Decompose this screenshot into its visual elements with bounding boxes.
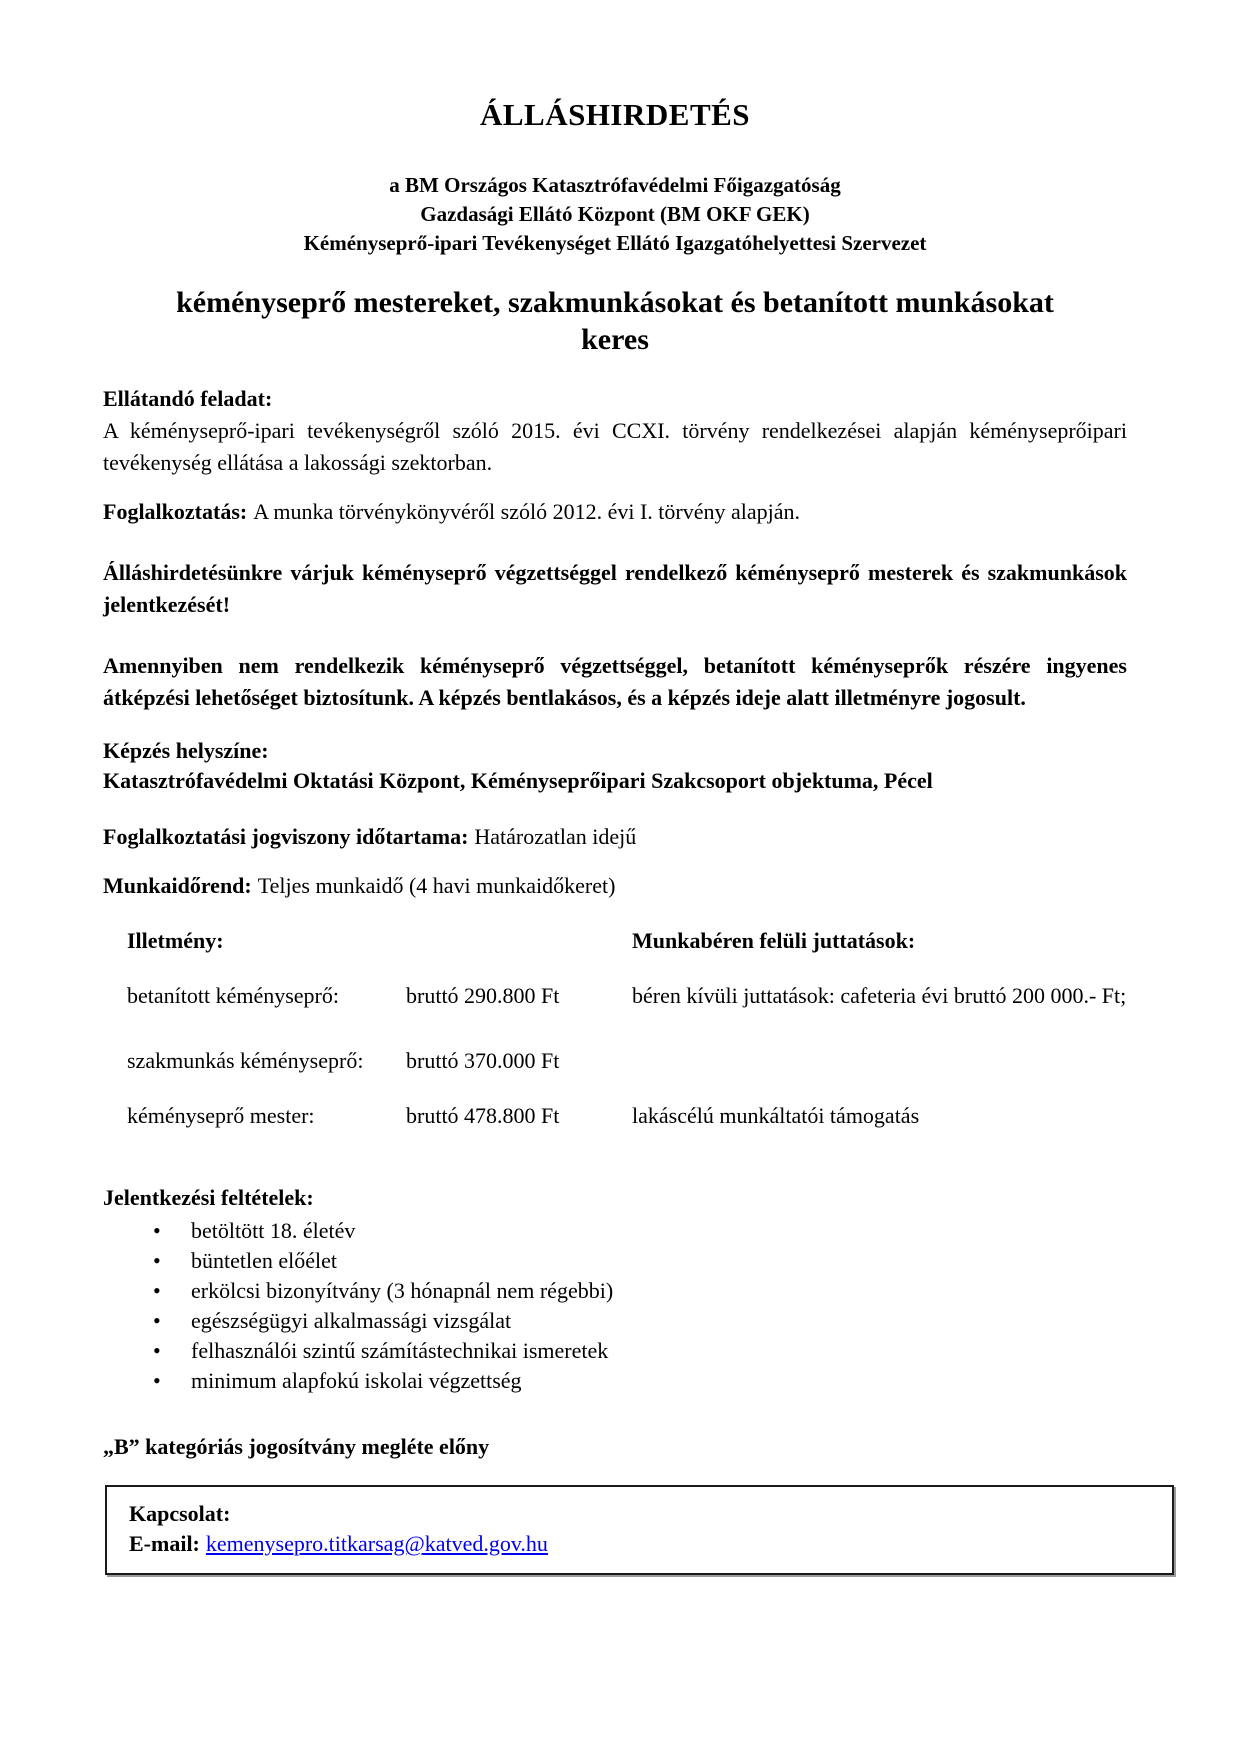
requirement-item: • felhasználói szintű számítástechnikai ismeretek <box>151 1336 1127 1366</box>
email-link[interactable]: kemenysepro.titkarsag@katved.gov.hu <box>205 1531 548 1556</box>
email-label: E-mail: <box>129 1531 200 1556</box>
table-row-position: kéményseprő mester: <box>127 1103 315 1128</box>
table-row-salary: bruttó 290.800 Ft <box>406 983 560 1008</box>
benefits-column-header: Munkabéren felüli juttatások: <box>632 928 916 953</box>
requirement-item: • büntetlen előélet <box>151 1246 1127 1276</box>
employment-paragraph <box>103 496 1127 528</box>
retraining-paragraph: Amennyiben nem rendelkezik kéményseprő végzettséggel, betanított kéményseprők részére ingyenes átképzési lehetőséget biztosítunk. A képzés bentlakásos, és a képzés ideje alatt illetményre jogosult. <box>103 653 1127 710</box>
org-line-1: a BM Országos Katasztrófavédelmi Főigazgatóság <box>389 173 841 197</box>
employment-value: A munka törvénykönyvéről szóló 2012. évi I. törvény alapján. <box>253 499 801 524</box>
requirement-item: • egészségügyi alkalmassági vizsgálat <box>151 1306 1127 1336</box>
table-row-benefit: lakáscélú munkáltatói támogatás <box>632 1103 920 1128</box>
table-row-benefit: béren kívüli juttatások: cafeteria évi bruttó 200 000.- Ft; <box>632 983 1127 1008</box>
job-headline-line-1: kéményseprő mestereket, szakmunkásokat és betanított munkásokat <box>176 286 1054 319</box>
training-location-label: Képzés helyszíne: <box>103 738 269 763</box>
requirements-label: Jelentkezési feltételek: <box>103 1185 314 1210</box>
contact-label: Kapcsolat: <box>129 1501 231 1526</box>
table-row-position: szakmunkás kéményseprő: <box>127 1048 364 1073</box>
requirement-item: • minimum alapfokú iskolai végzettség <box>151 1366 1127 1396</box>
requirement-item: • erkölcsi bizonyítvány (3 hónapnál nem régebbi) <box>151 1276 1127 1306</box>
employment-label: Foglalkoztatás: <box>103 499 248 524</box>
salary-column-header: Illetmény: <box>127 928 224 953</box>
training-location-block <box>103 736 1127 796</box>
org-line-2: Gazdasági Ellátó Központ (BM OKF GEK) <box>420 202 810 226</box>
organization-block <box>103 171 1127 258</box>
requirements-list <box>151 1216 1127 1396</box>
schedule-paragraph <box>103 870 1127 902</box>
org-line-3: Kéményseprő-ipari Tevékenységet Ellátó Igazgatóhelyettesi Szervezet <box>303 231 927 255</box>
job-headline <box>103 284 1127 358</box>
schedule-value: Teljes munkaidő (4 havi munkaidőkeret) <box>257 873 616 898</box>
salary-table <box>127 925 1127 1132</box>
table-row-salary: bruttó 370.000 Ft <box>406 1048 560 1073</box>
task-section-label: Ellátandó feladat: <box>103 386 273 411</box>
empty-header-cell <box>406 925 632 980</box>
table-row-position: betanított kéményseprő: <box>127 983 339 1008</box>
invite-paragraph: Álláshirdetésünkre várjuk kéményseprő végzettséggel rendelkező kéményseprő mesterek és szakmunkások jelentkezését! <box>103 560 1127 617</box>
training-location-value: Katasztrófavédelmi Oktatási Központ, Kéményseprőipari Szakcsoport objektuma, Pécel <box>103 768 933 793</box>
requirement-item: • betöltött 18. életév <box>151 1216 1127 1246</box>
contact-box <box>105 1485 1174 1575</box>
duration-label: Foglalkoztatási jogviszony időtartama: <box>103 824 469 849</box>
schedule-label: Munkaidőrend: <box>103 873 252 898</box>
contact-email-row <box>129 1529 1152 1559</box>
page-title: ÁLLÁSHIRDETÉS <box>479 97 751 132</box>
task-section-body: A kéményseprő-ipari tevékenységről szóló 2015. évi CCXI. törvény rendelkezései alapján kéményseprőipari tevékenység ellátása a lakossági szektorban. <box>103 418 1127 475</box>
duration-value: Határozatlan idejű <box>474 824 637 849</box>
table-row-salary: bruttó 478.800 Ft <box>406 1103 560 1128</box>
table-row-benefit <box>632 1045 1127 1100</box>
duration-paragraph <box>103 821 1127 853</box>
job-headline-line-2: keres <box>581 323 649 356</box>
license-note: „B” kategóriás jogosítvány megléte előny <box>103 1434 490 1459</box>
